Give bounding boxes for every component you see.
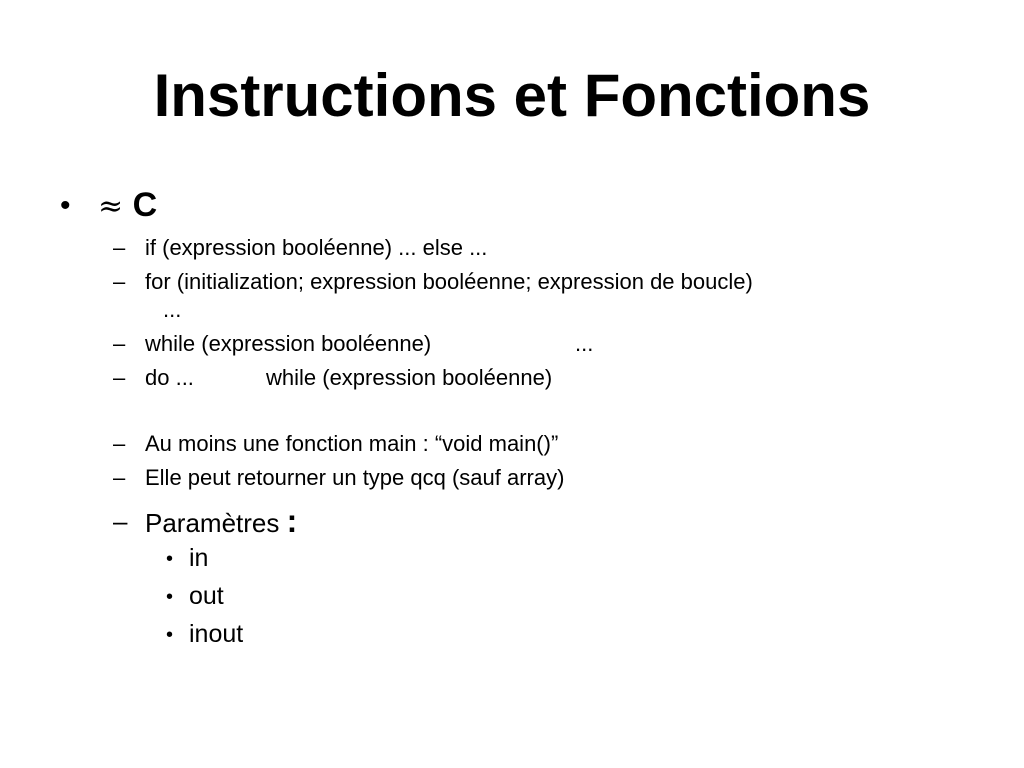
sub-bullet-icon: • [166,624,174,646]
statement-for: for (initialization; expression booléenne; expression de boucle) [145,269,753,294]
parameters-colon: : [286,503,298,539]
language-label: C [132,186,158,224]
dash-icon: – [113,431,126,456]
dash-icon: – [113,365,126,390]
sub-bullet-icon: • [166,586,174,608]
approx-symbol: ≈ [98,189,124,224]
function-return-note: Elle peut retourner un type qcq (sauf array) [145,465,565,490]
statement-do: do ... [145,365,194,390]
dash-icon: – [113,235,126,260]
param-item: inout [189,620,244,648]
statement-while: while (expression booléenne) [145,331,432,356]
param-item: out [189,582,224,610]
main-bullet-text [98,185,157,227]
slide-title: Instructions et Fonctions [153,62,871,129]
dash-icon: – [113,465,126,490]
parameters-label: Paramètres [145,508,287,538]
bullet-icon: • [60,189,71,222]
dash-icon: – [113,269,126,294]
param-item: in [189,544,209,572]
function-main-note: Au moins une fonction main : “void main()” [145,431,559,456]
sub-bullet-icon: • [166,548,174,570]
statement-if: if (expression booléenne) ... else ... [145,235,488,260]
dash-icon: – [113,506,128,536]
dash-icon: – [113,331,126,356]
parameters-heading [145,505,297,539]
statement-do-while: while (expression booléenne) [266,365,553,390]
statement-for-continuation: ... [163,297,182,322]
statement-while-body: ... [575,331,594,356]
